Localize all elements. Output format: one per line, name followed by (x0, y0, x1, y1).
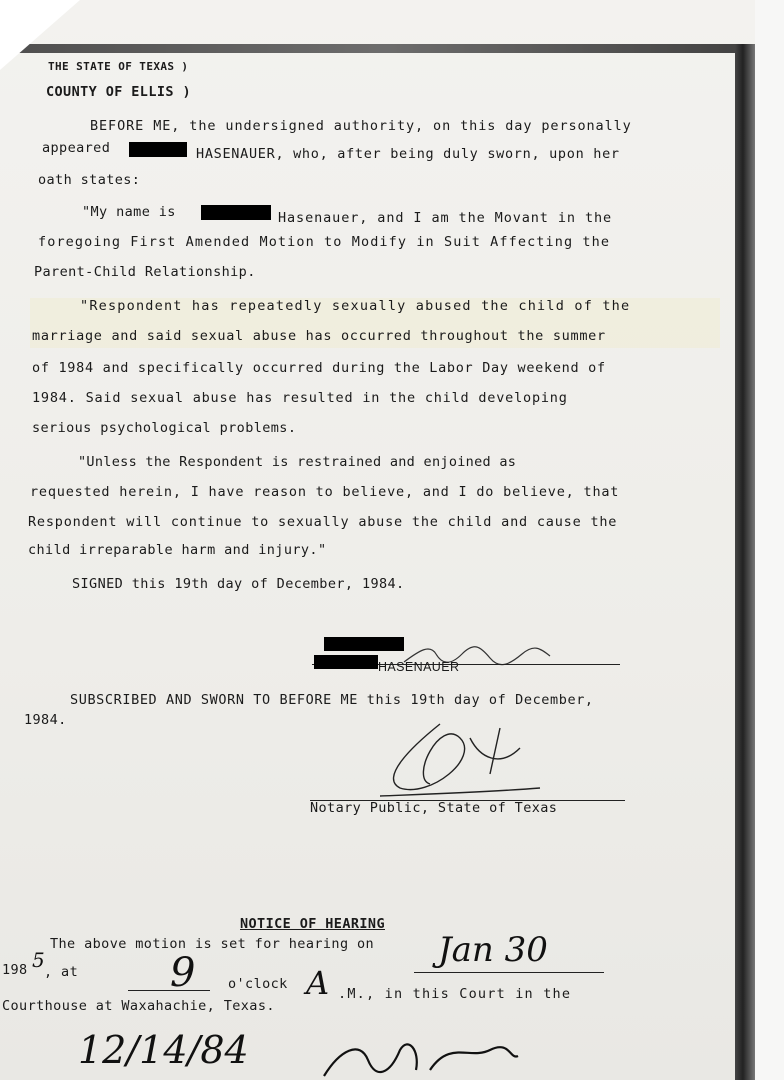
intro-line-1: BEFORE ME, the undersigned authority, on this day personally (90, 118, 632, 134)
handwritten-hearing-date: Jan 30 (438, 930, 548, 970)
notary-label: Notary Public, State of Texas (310, 800, 558, 816)
p2-line-4: 1984. Said sexual abuse has resulted in the child developing (32, 390, 568, 406)
handwritten-signed-date: 12/14/84 (78, 1028, 249, 1072)
hour-blank-line (128, 990, 210, 991)
judge-signature (320, 1030, 520, 1080)
p1-line-1b: Hasenauer, and I am the Movant in the (278, 210, 613, 226)
p1-line-2: foregoing First Amended Motion to Modify in Suit Affecting the (38, 234, 611, 250)
notice-line-3: Courthouse at Waxahachie, Texas. (2, 998, 275, 1014)
notice-line-1: The above motion is set for hearing on (50, 936, 375, 952)
p1-line-1a: "My name is (82, 204, 176, 220)
p3-line-1: "Unless the Respondent is restrained and enjoined as (78, 454, 517, 470)
redaction-signature (324, 637, 404, 651)
handwritten-hour: 9 (170, 950, 196, 996)
scanner-margin (755, 0, 784, 1080)
signed-date-line: SIGNED this 19th day of December, 1984. (72, 576, 405, 592)
caption-county: COUNTY OF ELLIS ) (46, 84, 191, 100)
handwritten-meridiem: A (306, 964, 330, 1002)
scan-right-edge (735, 44, 755, 1080)
handwritten-year-digit: 5 (32, 948, 45, 972)
notice-line-2c: o'clock (228, 976, 288, 992)
redaction-first-name (129, 142, 187, 157)
notice-line-2b: , at (44, 964, 79, 980)
p3-line-2: requested herein, I have reason to believe, and I do believe, that (30, 484, 620, 500)
date-blank-line (414, 972, 604, 973)
intro-line-3: oath states: (38, 172, 141, 188)
caption-state: THE STATE OF TEXAS ) (48, 60, 189, 73)
redaction-first-name-2 (201, 205, 271, 220)
p1-line-3: Parent-Child Relationship. (34, 264, 256, 280)
notice-line-2a: 198 (2, 962, 28, 978)
notary-signature (370, 718, 550, 808)
notice-line-2d: .M., in this Court in the (338, 986, 572, 1002)
jurat-line-2: 1984. (24, 712, 67, 728)
signature-name: HASENAUER (378, 660, 460, 674)
p2-line-3: of 1984 and specifically occurred during the Labor Day weekend of (32, 360, 606, 376)
p2-line-2: marriage and said sexual abuse has occurred throughout the summer (32, 328, 606, 344)
scan-top-edge (18, 44, 753, 53)
redaction-name (314, 655, 378, 669)
p3-line-3: Respondent will continue to sexually abuse the child and cause the (28, 514, 618, 530)
notice-heading: NOTICE OF HEARING (240, 916, 385, 932)
p3-line-4: child irreparable harm and injury." (28, 542, 327, 558)
p2-line-1: "Respondent has repeatedly sexually abused the child of the (80, 298, 631, 314)
intro-line-2b: HASENAUER, who, after being duly sworn, upon her (196, 146, 620, 162)
intro-line-2a: appeared (42, 140, 111, 156)
p2-line-5: serious psychological problems. (32, 420, 297, 436)
jurat-line-1: SUBSCRIBED AND SWORN TO BEFORE ME this 19th day of December, (70, 692, 594, 708)
